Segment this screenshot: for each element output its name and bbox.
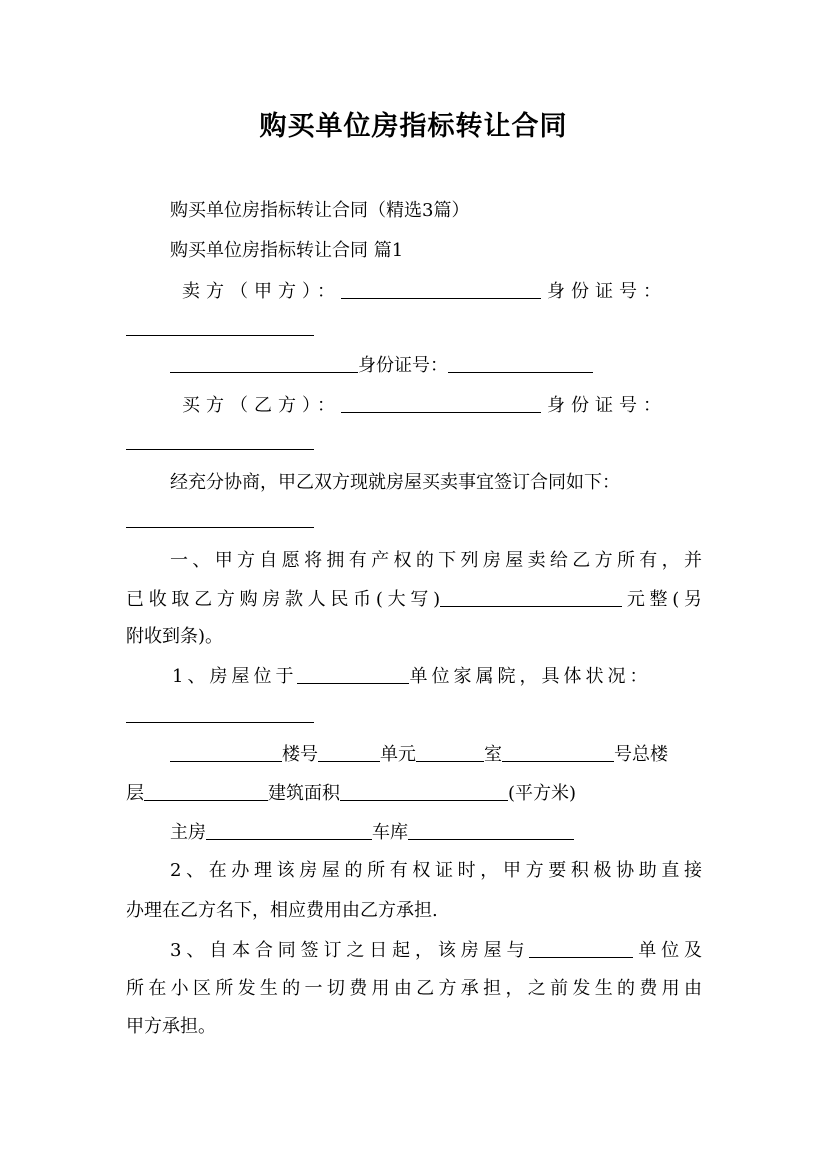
- area-unit-label: (平方米): [508, 783, 577, 804]
- clause-one-amount-label: 已收取乙方购房款人民币(大写): [126, 589, 441, 610]
- building-blank: [170, 744, 282, 762]
- total-floor-label: 号总楼: [614, 744, 668, 765]
- buyer-name-blank: [341, 395, 541, 413]
- area-label: 建筑面积: [268, 783, 340, 804]
- intro-text: 经充分协商，甲乙双方现就房屋买卖事宜签订合同如下：: [170, 472, 620, 493]
- garage-blank: [408, 822, 574, 840]
- house-detail-line1: [170, 744, 668, 766]
- seller-line: [182, 281, 667, 303]
- section-heading: 购买单位房指标转让合同 篇1: [170, 240, 404, 261]
- item2-line1: 2、在办理该房屋的所有权证时，甲方要积极协助直接: [170, 860, 702, 881]
- seller-id-blank: [126, 318, 314, 336]
- area-blank: [340, 783, 508, 801]
- buyer-id-line: [126, 432, 314, 454]
- seller-label: 卖方（甲方）：: [182, 281, 341, 302]
- item1-blank-line: [126, 705, 314, 727]
- clause-one-line1: 一、甲方自愿将拥有产权的下列房屋卖给乙方所有，并: [170, 550, 702, 571]
- rooms-line: [170, 822, 574, 844]
- unit-blank: [318, 744, 380, 762]
- document-title: 购买单位房指标转让合同: [259, 111, 568, 142]
- intro-blank-line: [126, 510, 314, 532]
- subtitle: 购买单位房指标转让合同（精选3篇）: [170, 200, 470, 221]
- buyer-id-label: 身份证号：: [547, 395, 667, 416]
- item3-unit-blank: [529, 940, 633, 958]
- room-blank: [416, 744, 484, 762]
- buyer-label: 买方（乙方）：: [182, 395, 341, 416]
- floor-label: 层: [126, 783, 144, 804]
- main-room-blank: [206, 822, 372, 840]
- item1-status-blank: [126, 705, 314, 723]
- main-room-label: 主房: [170, 822, 206, 843]
- building-label: 楼号: [282, 744, 318, 765]
- clause-one-line2: [126, 589, 702, 611]
- clause-one-amount-suffix: 元整(另: [622, 589, 703, 610]
- buyer-id-blank: [126, 432, 314, 450]
- item2-line2: 办理在乙方名下，相应费用由乙方承担.: [126, 900, 438, 921]
- item1-location-label: 1、房屋位于: [172, 666, 298, 687]
- item1-status-label: 单位家属院，具体状况：: [409, 666, 652, 687]
- second-party-id-label: 身份证号：: [358, 355, 448, 376]
- second-party-name-blank: [170, 355, 358, 373]
- item3-line2: 所在小区所发生的一切费用由乙方承担，之前发生的费用由: [126, 978, 702, 999]
- intro-blank: [126, 510, 314, 528]
- room-label: 室: [484, 744, 502, 765]
- amount-blank: [440, 589, 622, 607]
- house-detail-line2: [126, 783, 576, 805]
- seller-name-blank: [341, 281, 541, 299]
- house-number-blank: [502, 744, 614, 762]
- item3-label: 3、自本合同签订之日起，该房屋与: [170, 940, 530, 961]
- location-blank: [297, 666, 409, 684]
- second-party-id-blank: [448, 355, 593, 373]
- buyer-line: [182, 395, 667, 417]
- item3-line3: 甲方承担。: [126, 1016, 216, 1037]
- item3-line1: [170, 940, 702, 962]
- item3-suffix: 单位及: [633, 940, 703, 961]
- second-party-line: [170, 355, 593, 377]
- seller-id-line: [126, 318, 314, 340]
- unit-label: 单元: [380, 744, 416, 765]
- clause-one-line3: 附收到条)。: [126, 626, 224, 647]
- item1-line: [172, 666, 651, 688]
- floor-blank: [144, 783, 268, 801]
- garage-label: 车库: [372, 822, 408, 843]
- seller-id-label: 身份证号：: [547, 281, 667, 302]
